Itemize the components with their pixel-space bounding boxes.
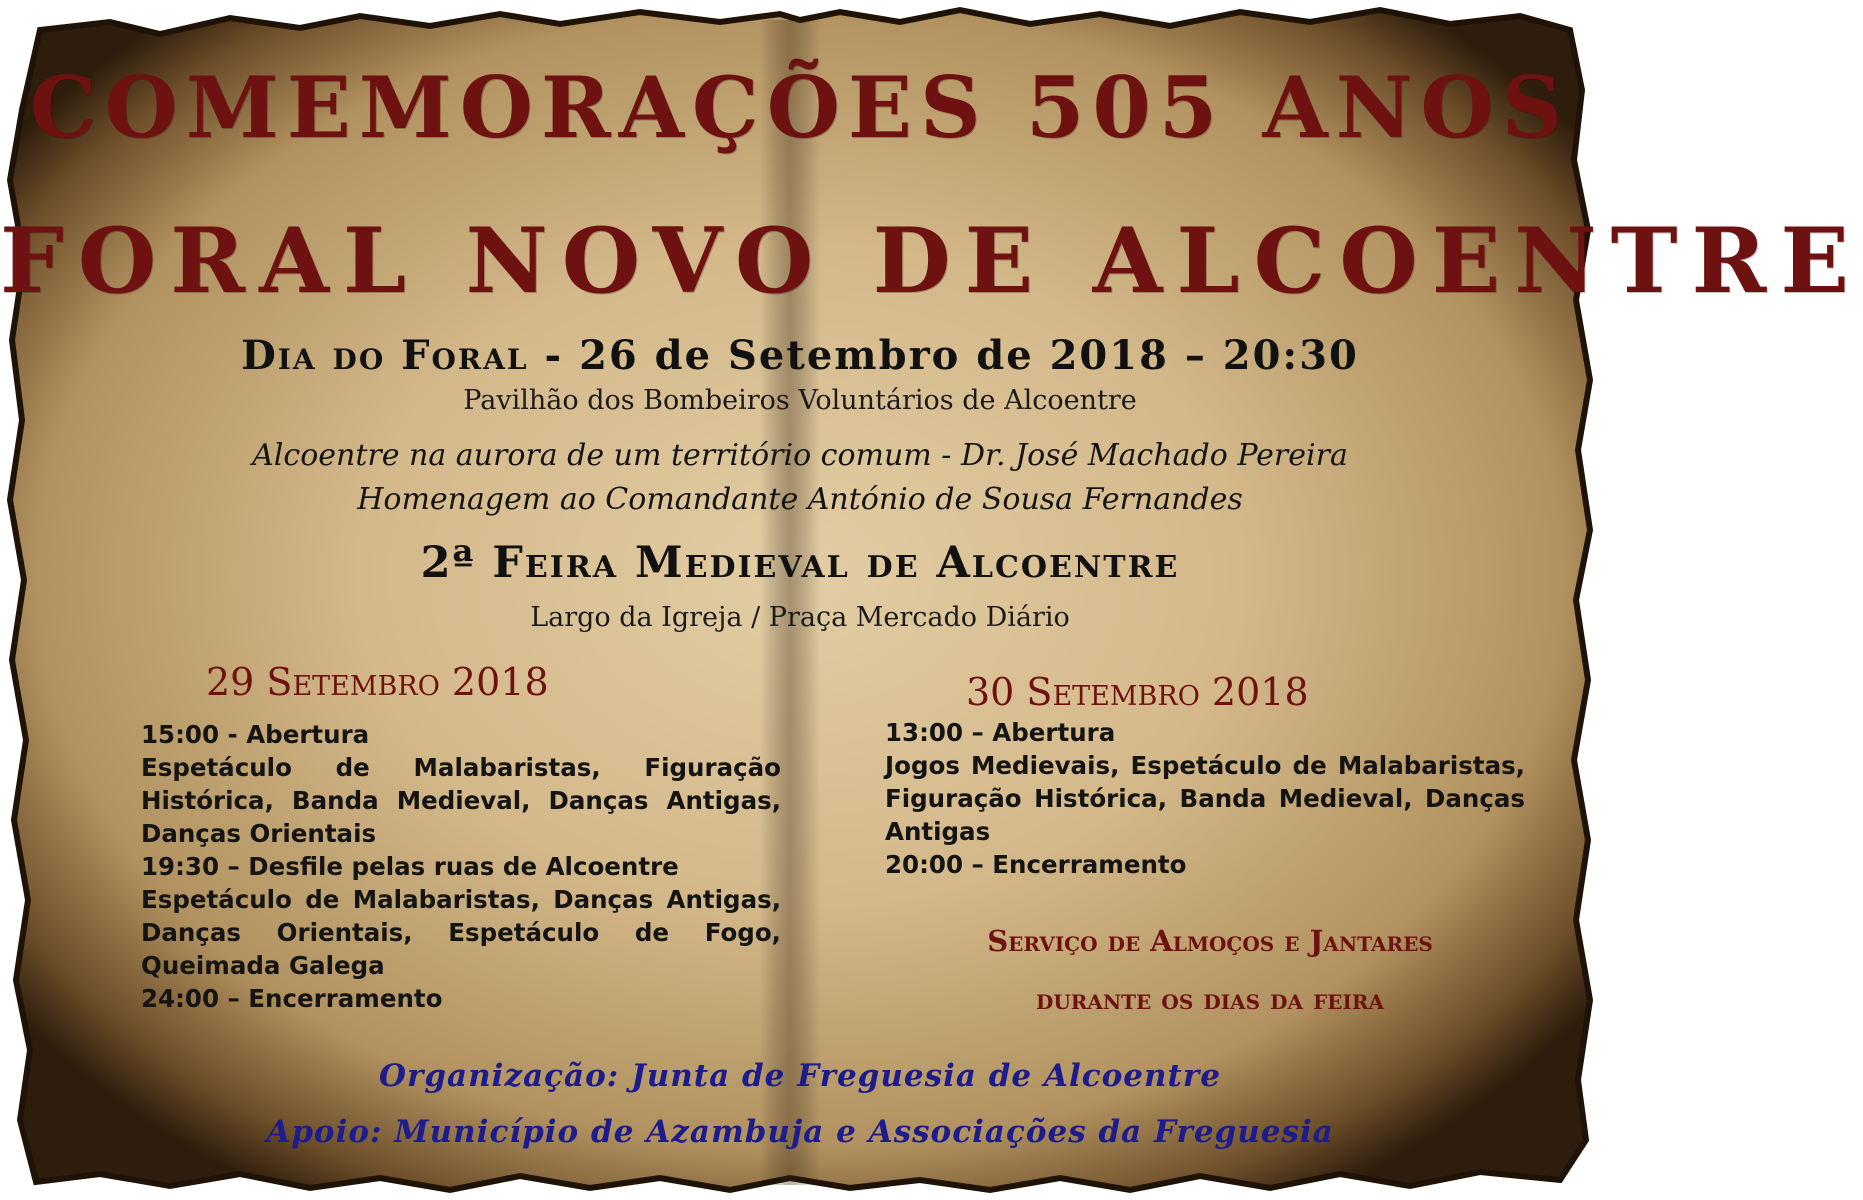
dia-do-foral-label: Dia do Foral (241, 332, 529, 379)
day1-activities-1: Espetáculo de Malabaristas, Figuração Histórica, Banda Medieval, Danças Antigas, Danças Orientais (141, 753, 781, 848)
talk-line: Alcoentre na aurora de um território comum - Dr. José Machado Pereira (252, 438, 1348, 473)
day2-title: 30 Setembro 2018 (966, 670, 1309, 714)
dia-do-foral-date: - 26 de Setembro de 2018 – 20:30 (528, 332, 1359, 379)
dia-do-foral-line (0, 332, 1600, 379)
day1-schedule (141, 718, 781, 1015)
organization-credit: Organização: Junta de Freguesia de Alcoentre (379, 1058, 1221, 1094)
title-line-2: FORAL NOVO DE ALCOENTRE (0, 208, 1863, 314)
day1-opening: 15:00 - Abertura (141, 720, 370, 749)
day2-opening: 13:00 – Abertura (885, 718, 1116, 747)
feira-title: 2ª Feira Medieval de Alcoentre (420, 538, 1180, 588)
homage-line: Homenagem ao Comandante António de Sousa Fernandes (357, 482, 1243, 517)
meal-service-line-2: durante os dias da feira (1035, 982, 1385, 1016)
meal-service-line-1: Serviço de Almoços e Jantares (987, 924, 1433, 958)
day2-activities: Jogos Medievais, Espetáculo de Malabaristas, Figuração Histórica, Banda Medieval, Danças Antigas (885, 751, 1525, 846)
day1-closing: 24:00 – Encerramento (141, 984, 443, 1013)
day2-schedule (885, 716, 1525, 881)
day1-parade: 19:30 – Desfile pelas ruas de Alcoentre (141, 852, 679, 881)
dia-venue: Pavilhão dos Bombeiros Voluntários de Alcoentre (463, 385, 1137, 416)
day1-activities-2: Espetáculo de Malabaristas, Danças Antigas, Danças Orientais, Espetáculo de Fogo, Queimada Galega (141, 885, 781, 980)
support-credit: Apoio: Município de Azambuja e Associações da Freguesia (266, 1114, 1334, 1150)
day2-closing: 20:00 – Encerramento (885, 850, 1187, 879)
title-line-1: COMEMORAÇÕES 505 ANOS (29, 58, 1571, 157)
feira-venue: Largo da Igreja / Praça Mercado Diário (530, 602, 1070, 633)
day1-title: 29 Setembro 2018 (206, 660, 549, 704)
